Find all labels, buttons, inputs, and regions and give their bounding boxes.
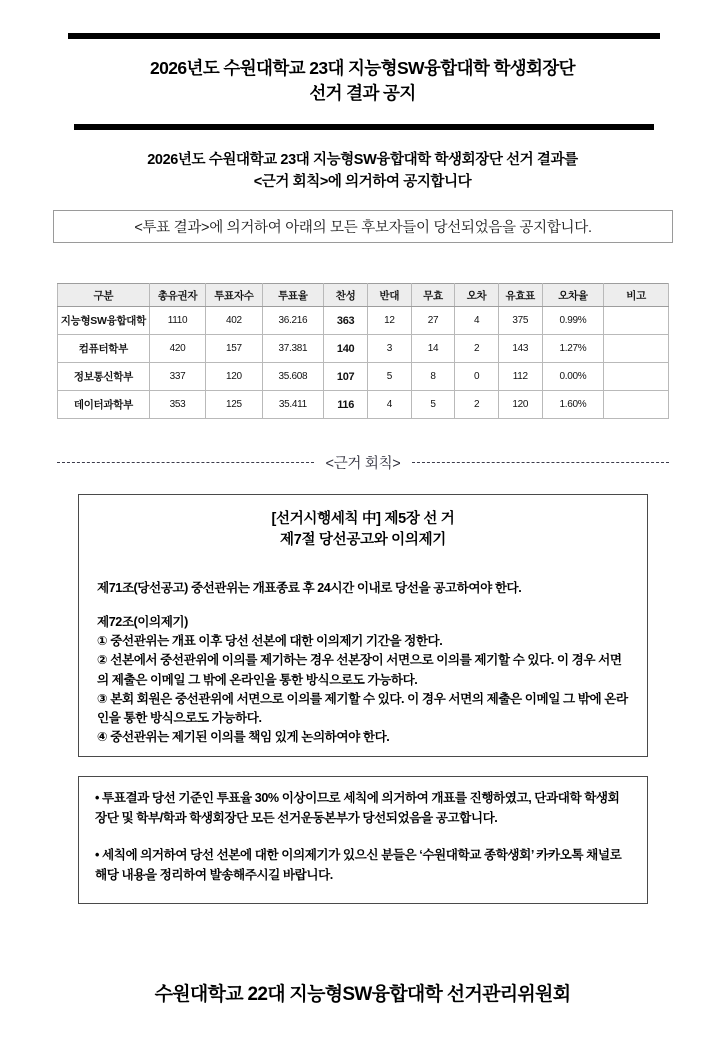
- footer-issuer: 수원대학교 22대 지능형SW융합대학 선거관리위원회: [154, 984, 571, 1005]
- announcement-text: <투표 결과>에 의거하여 아래의 모든 후보자들이 당선되었음을 공지합니다.: [134, 220, 592, 236]
- column-header-invalid: 무효: [411, 284, 455, 307]
- column-header-note: 비고: [604, 284, 669, 307]
- regulation-article-72-item-3: ③ 본회 회원은 중선관위에 서면으로 이의를 제기할 수 있다. 이 경우 서면의 제출은 이메일 그 밖에 온라인을 통한 방식으로도 가능하다.: [97, 691, 628, 725]
- divider-dash-left: [57, 462, 314, 463]
- cell-valid-votes: 143: [498, 335, 542, 363]
- table-row: [58, 363, 669, 391]
- regulation-article-72-item-1: ① 중선관위는 개표 이후 당선 선본에 대한 이의제기 기간을 정한다.: [97, 634, 443, 649]
- column-header-yes: 찬성: [324, 284, 368, 307]
- notice-item-1: • 투표결과 당선 기준인 투표율 30% 이상이므로 세칙에 의거하여 개표를 진행하였고, 단과대학 학생회장단 및 학부/학과 학생회장단 모든 선거운동본부가 당선되었음을 공고합니다.: [95, 791, 620, 825]
- regulation-body: [97, 579, 629, 747]
- column-header-turnout: 투표율: [262, 284, 324, 307]
- cell-error-rate: 1.27%: [542, 335, 604, 363]
- cell-turnout: 35.608: [262, 363, 324, 391]
- cell-no: 3: [368, 335, 412, 363]
- column-header-error: 오차: [455, 284, 499, 307]
- cell-error-rate: 0.00%: [542, 363, 604, 391]
- page-title-line-2: 선거 결과 공지: [309, 82, 416, 103]
- cell-no: 12: [368, 307, 412, 335]
- cell-invalid: 27: [411, 307, 455, 335]
- column-header-error-rate: 오차율: [542, 284, 604, 307]
- page-subtitle-line-2: <근거 회칙>에 의거하여 공지합니다: [253, 173, 472, 190]
- column-header-division: 구분: [58, 284, 150, 307]
- regulation-heading-line-1: [선거시행세칙 中] 제5장 선 거: [271, 511, 455, 527]
- cell-turnout: 37.381: [262, 335, 324, 363]
- cell-votes-cast: 120: [206, 363, 262, 391]
- regulation-heading: [97, 509, 629, 551]
- cell-yes: 107: [324, 363, 368, 391]
- table-row: [58, 391, 669, 419]
- cell-note: [604, 391, 669, 419]
- cell-valid-votes: 112: [498, 363, 542, 391]
- divider-caption: <근거 회칙>: [325, 456, 401, 472]
- page-title-line-1: 2026년도 수원대학교 23대 지능형SW융합대학 학생회장단: [150, 58, 575, 78]
- cell-total-voters: 1110: [149, 307, 205, 335]
- column-header-valid-votes: 유효표: [498, 284, 542, 307]
- column-header-votes-cast: 투표자수: [206, 284, 262, 307]
- section-divider: [57, 452, 669, 473]
- cell-division: 데이터과학부: [58, 391, 150, 419]
- title-underline-rule: [74, 124, 654, 130]
- cell-yes: 116: [324, 391, 368, 419]
- cell-yes: 140: [324, 335, 368, 363]
- cell-note: [604, 307, 669, 335]
- cell-turnout: 36.216: [262, 307, 324, 335]
- cell-turnout: 35.411: [262, 391, 324, 419]
- page-subtitle: [0, 150, 725, 194]
- cell-no: 4: [368, 391, 412, 419]
- page-subtitle-line-1: 2026년도 수원대학교 23대 지능형SW융합대학 학생회장단 선거 결과를: [147, 152, 578, 168]
- table-header: [58, 284, 669, 307]
- top-divider-rule: [68, 33, 660, 39]
- cell-error: 2: [455, 335, 499, 363]
- regulation-article-72-title: 제72조(이의제기): [97, 615, 188, 630]
- cell-valid-votes: 120: [498, 391, 542, 419]
- cell-no: 5: [368, 363, 412, 391]
- regulation-article-72-item-2: ② 선본에서 중선관위에 이의를 제기하는 경우 선본장이 서면으로 이의를 제기할 수 있다. 이 경우 서면의 제출은 이메일 그 밖에 온라인을 통한 방식으로도 가능하다.: [97, 653, 622, 687]
- cell-error: 0: [455, 363, 499, 391]
- cell-votes-cast: 157: [206, 335, 262, 363]
- cell-invalid: 5: [411, 391, 455, 419]
- regulation-heading-line-2: 제7절 당선공고와 이의제기: [280, 532, 446, 549]
- cell-division: 정보통신학부: [58, 363, 150, 391]
- cell-votes-cast: 402: [206, 307, 262, 335]
- cell-votes-cast: 125: [206, 391, 262, 419]
- cell-error: 4: [455, 307, 499, 335]
- table-header-row: [58, 284, 669, 307]
- announcement-banner: [53, 210, 673, 243]
- cell-note: [604, 335, 669, 363]
- page-title: [0, 56, 725, 106]
- divider-dash-right: [412, 462, 669, 463]
- cell-error-rate: 0.99%: [542, 307, 604, 335]
- table-body: [58, 307, 669, 419]
- column-header-total-voters: 총유권자: [149, 284, 205, 307]
- table-row: [58, 307, 669, 335]
- column-header-no: 반대: [368, 284, 412, 307]
- notice-body: [95, 789, 631, 885]
- cell-note: [604, 363, 669, 391]
- regulation-article-72-item-4: ④ 중선관위는 제기된 이의를 책임 있게 논의하여야 한다.: [97, 730, 390, 745]
- cell-error-rate: 1.60%: [542, 391, 604, 419]
- cell-division: 지능형SW융합대학: [58, 307, 150, 335]
- notice-item-2: • 세칙에 의거하여 당선 선본에 대한 이의제기가 있으신 분들은 ‘수원대학교 종학생회’ 카카오톡 채널로 해당 내용을 정리하여 발송해주시길 바랍니다.: [95, 848, 622, 882]
- cell-invalid: 8: [411, 363, 455, 391]
- regulation-box: [78, 494, 648, 757]
- cell-yes: 363: [324, 307, 368, 335]
- cell-valid-votes: 375: [498, 307, 542, 335]
- notice-box: [78, 776, 648, 904]
- election-results-table: [57, 283, 669, 419]
- cell-error: 2: [455, 391, 499, 419]
- cell-total-voters: 420: [149, 335, 205, 363]
- cell-total-voters: 337: [149, 363, 205, 391]
- table-row: [58, 335, 669, 363]
- cell-division: 컴퓨터학부: [58, 335, 150, 363]
- regulation-article-71: 제71조(당선공고) 중선관위는 개표종료 후 24시간 이내로 당선을 공고하여야 한다.: [97, 581, 522, 596]
- cell-total-voters: 353: [149, 391, 205, 419]
- cell-invalid: 14: [411, 335, 455, 363]
